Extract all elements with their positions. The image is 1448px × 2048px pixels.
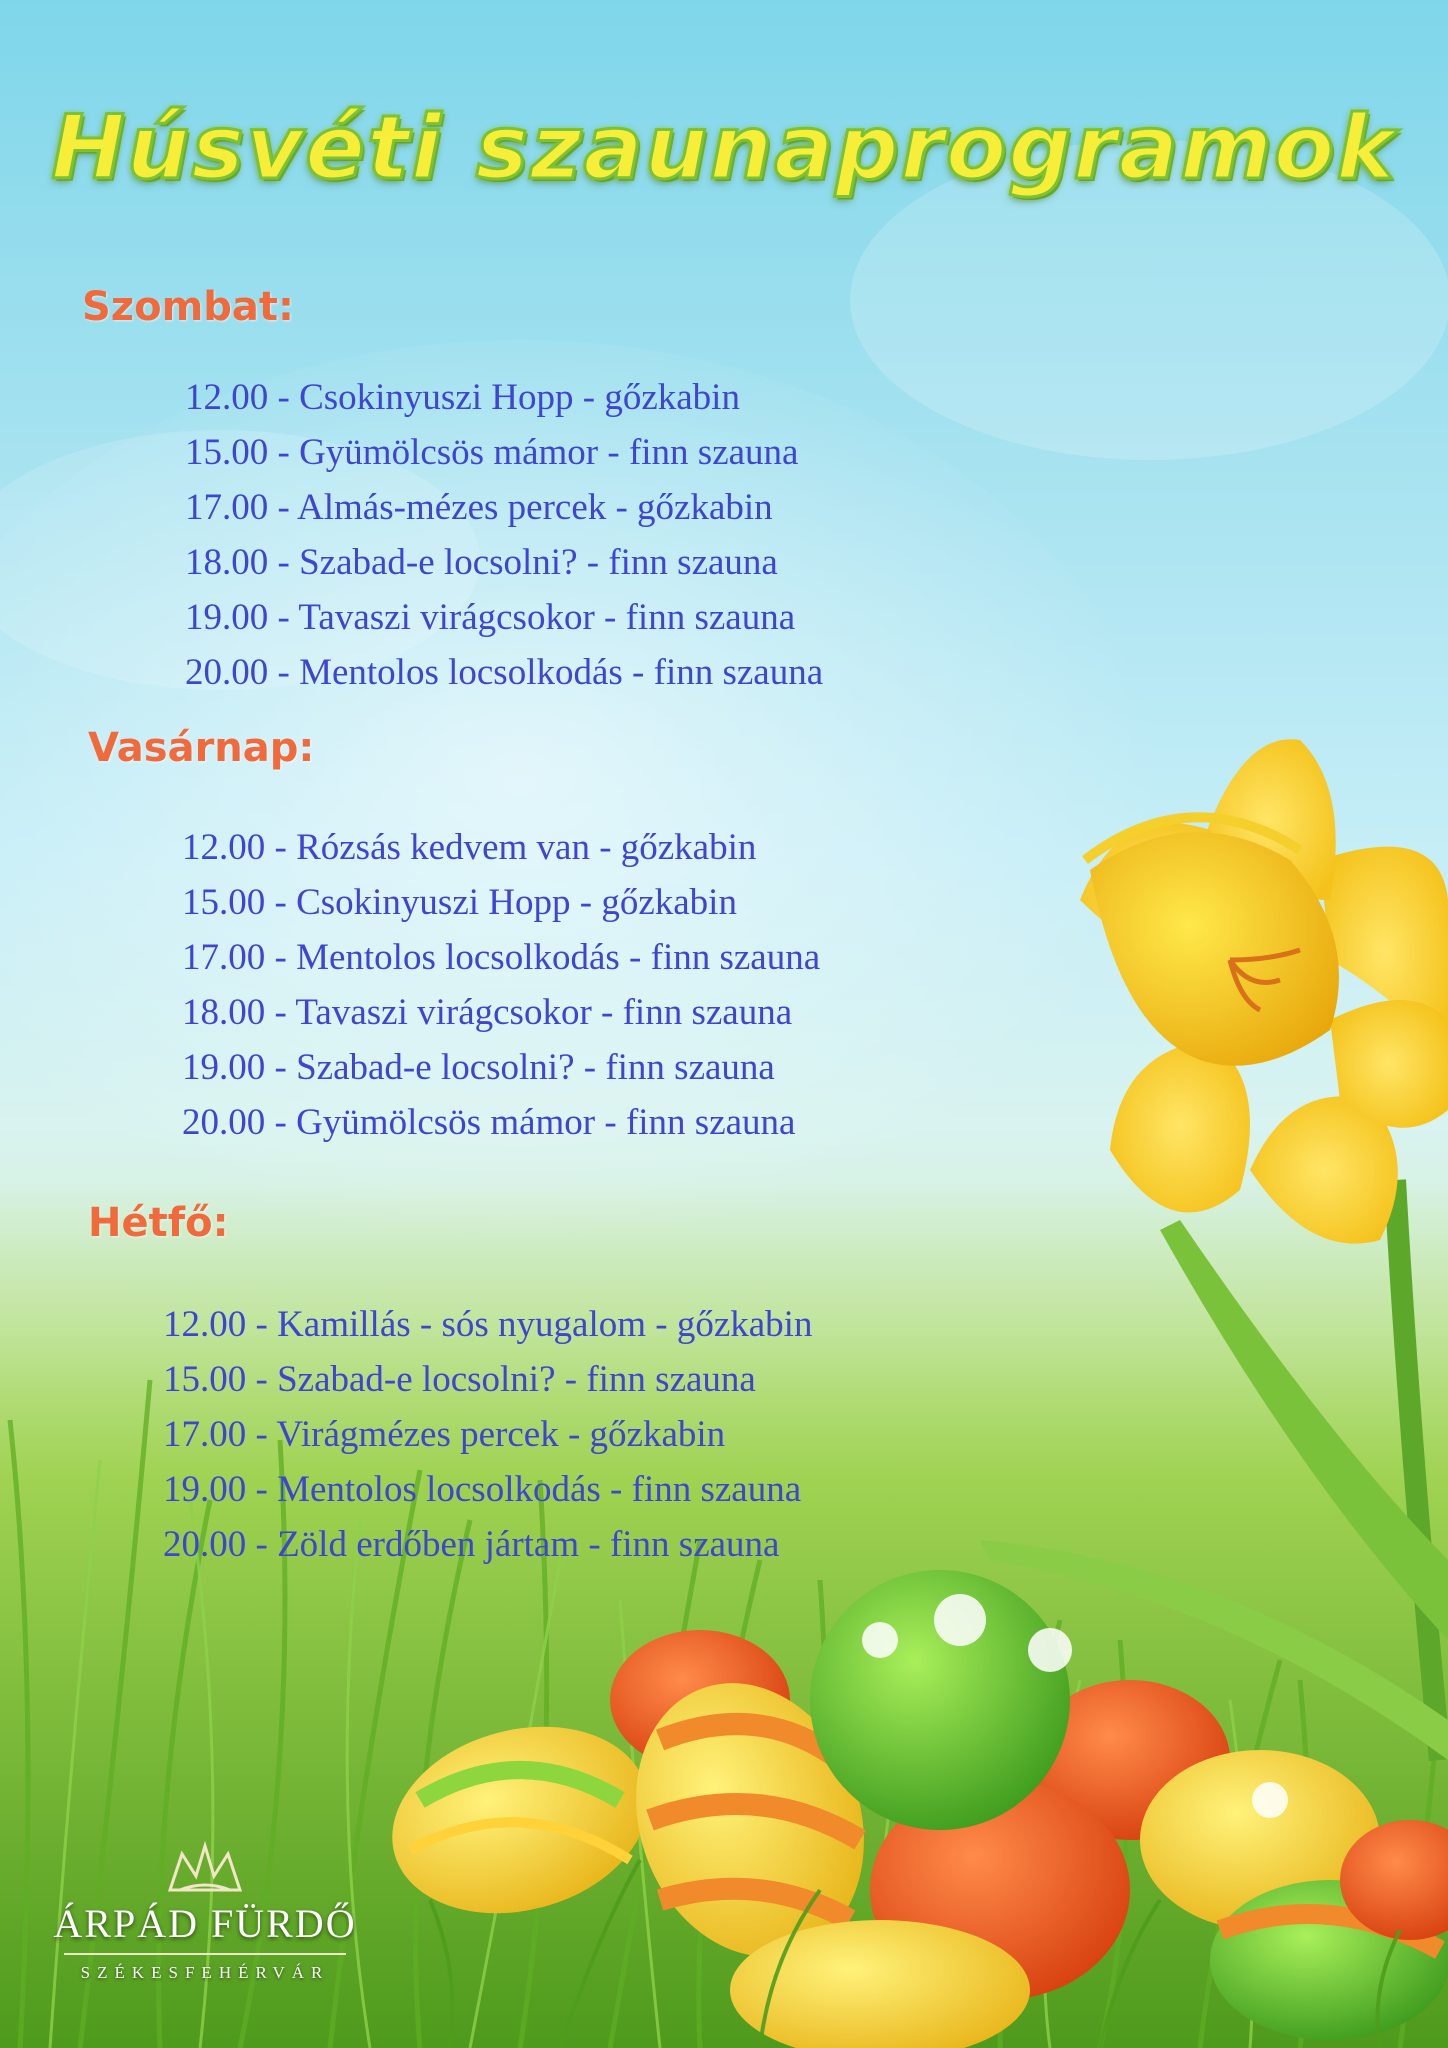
list-item: 15.00 - Szabad-e locsolni? - finn szauna xyxy=(163,1359,756,1400)
list-item: 19.00 - Szabad-e locsolni? - finn szauna xyxy=(182,1047,775,1088)
list-item: 17.00 - Almás-mézes percek - gőzkabin xyxy=(185,487,773,528)
list-item: 17.00 - Mentolos locsolkodás - finn szauna xyxy=(182,937,821,978)
list-item: 20.00 - Gyümölcsös mámor - finn szauna xyxy=(182,1102,796,1143)
list-item: 20.00 - Zöld erdőben jártam - finn szauna xyxy=(163,1524,780,1565)
sunday-program-list xyxy=(182,820,820,1150)
arpad-furdo-logo xyxy=(40,1840,370,1983)
monday-program-list xyxy=(163,1297,812,1572)
list-item: 12.00 - Csokinyuszi Hopp - gőzkabin xyxy=(185,377,740,418)
list-item: 15.00 - Gyümölcsös mámor - finn szauna xyxy=(185,432,799,473)
list-item: 18.00 - Tavaszi virágcsokor - finn szauna xyxy=(182,992,793,1033)
list-item: 20.00 - Mentolos locsolkodás - finn szauna xyxy=(185,652,824,693)
list-item: 12.00 - Rózsás kedvem van - gőzkabin xyxy=(182,827,757,868)
list-item: 19.00 - Tavaszi virágcsokor - finn szauna xyxy=(185,597,796,638)
logo-city: SZÉKESFEHÉRVÁR xyxy=(80,1963,330,1982)
list-item: 12.00 - Kamillás - sós nyugalom - gőzkabin xyxy=(163,1304,813,1345)
page-title: Húsvéti szaunaprogramok xyxy=(51,96,1397,199)
list-item: 17.00 - Virágmézes percek - gőzkabin xyxy=(163,1414,726,1455)
crown-logo-icon xyxy=(160,1840,250,1900)
day-label-monday: Hétfő: xyxy=(88,1200,229,1246)
day-label-sunday: Vasárnap: xyxy=(88,725,315,771)
logo-divider xyxy=(64,1953,346,1955)
saturday-program-list xyxy=(185,370,823,700)
list-item: 18.00 - Szabad-e locsolni? - finn szauna xyxy=(185,542,778,583)
list-item: 15.00 - Csokinyuszi Hopp - gőzkabin xyxy=(182,882,737,923)
logo-name: ÁRPÁD FÜRDŐ xyxy=(53,1901,357,1946)
day-label-saturday: Szombat: xyxy=(82,284,294,330)
list-item: 19.00 - Mentolos locsolkodás - finn szauna xyxy=(163,1469,802,1510)
